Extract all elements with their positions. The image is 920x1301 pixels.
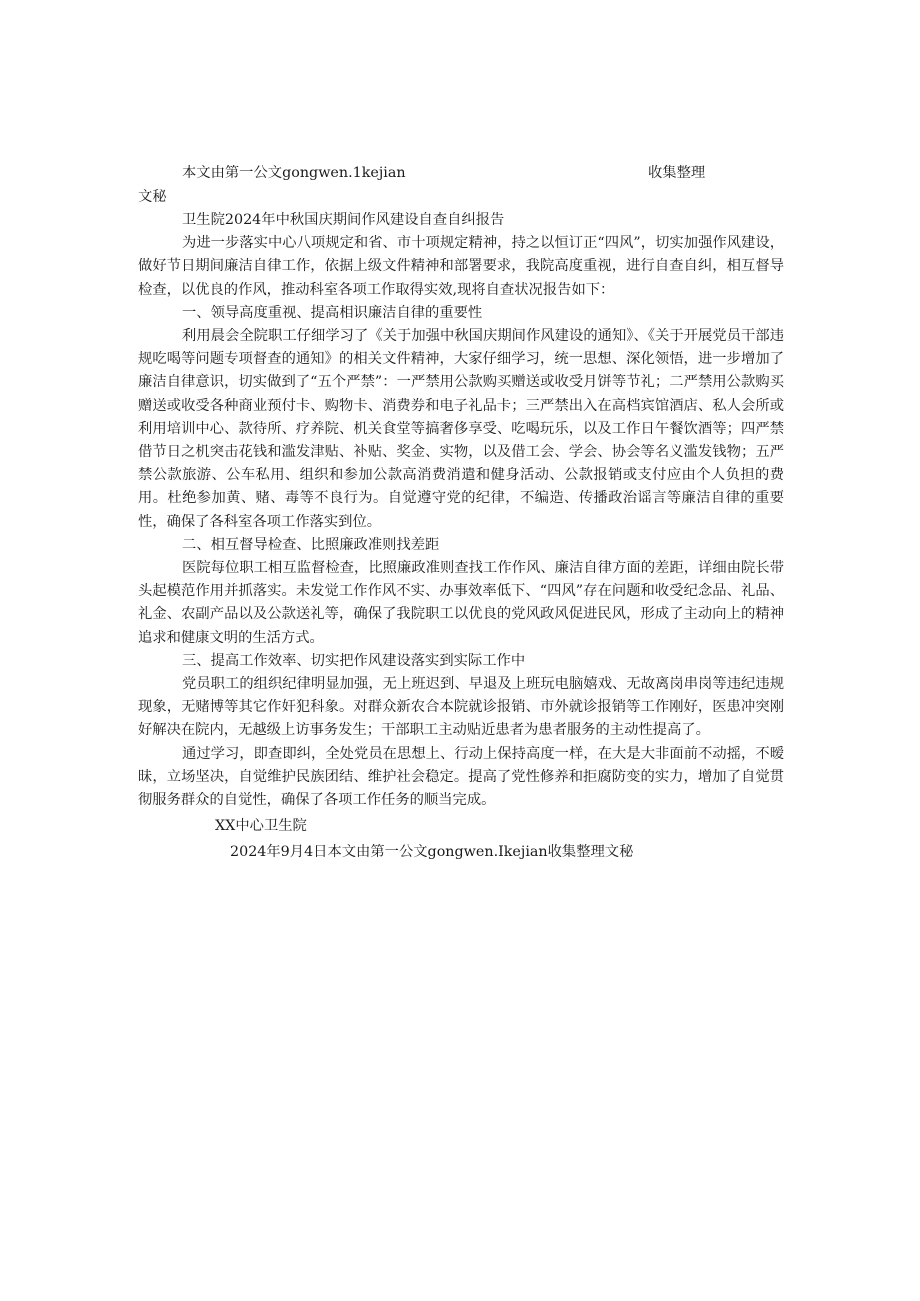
section-1-heading: 一、领导高度重视、提高相识廉洁自律的重要性 bbox=[182, 304, 483, 321]
source-note-right: 收集整理 bbox=[648, 165, 706, 181]
signature-date: 2024年9月4日本文由第一公文gongwen.Ikejian收集整理文秘 bbox=[230, 844, 634, 861]
source-note-wrap: 文秘 bbox=[138, 189, 167, 205]
signature-organization: XX中心卫生院 bbox=[215, 818, 307, 835]
section-3-heading: 三、提高工作效率、切实把作风建设落实到实际工作中 bbox=[182, 652, 526, 669]
source-note-left: 本文由第一公文gongwen.1kejian bbox=[182, 165, 406, 181]
document-title: 卫生院2024年中秋国庆期间作风建设自查自纠报告 bbox=[182, 212, 505, 228]
section-3-body: 党员职工的组织纪律明显加强，无上班迟到、早退及上班玩电脑嬉戏、无故离岗串岗等违纪违规现象，无赌博等其它作奸犯科象。对群众新农合本院就诊报销、市外就诊报销等工作刚好，医患冲突刚好解决在院内，无越级上访事务发生；干部职工主动贴近患者为患者服务的主动性提高了。 bbox=[138, 676, 784, 739]
document-body bbox=[138, 209, 784, 866]
section-2-body: 医院每位职工相互监督检查，比照廉政准则查找工作作风、廉洁自律方面的差距，详细由院长带头起模范作用并抓落实。未发觉工作作风不实、办事效率低下、“四风”存在问题和收受纪念品、礼品、礼金、农副产品以及公款送礼等，确保了我院职工以优良的党风政风促进民风，形成了主动向上的精神追求和健康文明的生活方式。 bbox=[138, 560, 784, 646]
intro-paragraph: 为进一步落实中心八项规定和省、市十项规定精神，持之以恒订正“四风”，切实加强作风建设，做好节日期间廉洁自律工作，依据上级文件精神和部署要求，我院高度重视，进行自查自纠，相互督导检查，以优良的作风，推动科室各项工作取得实效,现将自查状况报告如下： bbox=[138, 235, 784, 298]
section-1-body: 利用晨会全院职工仔细学习了《关于加强中秋国庆期间作风建设的通知》、《关于开展党员干部违规吃喝等问题专项督查的通知》的相关文件精神，大家仔细学习，统一思想、深化领悟，进一步增加了廉洁自律意识，切实做到了“五个严禁”：一严禁用公款购买赠送或收受月饼等节礼；二严禁用公款购买赠送或收受各种商业预付卡、购物卡、消费券和电子礼品卡；三严禁出入在高档宾馆酒店、私人会所或利用培训中心、款待所、疗养院、机关食堂等搞奢侈享受、吃喝玩乐，以及工作日午餐饮酒等；四严禁借节日之机突击花钱和滥发津贴、补贴、奖金、实物，以及借工会、学会、协会等名义滥发钱物；五严禁公款旅游、公车私用、组织和参加公款高消费消遣和健身活动、公款报销或支付应由个人负担的费用。杜绝参加黄、赌、毒等不良行为。自觉遵守党的纪律，不编造、传播政治谣言等廉洁自律的重要性，确保了各科室各项工作落实到位。 bbox=[138, 328, 784, 530]
section-2-heading: 二、相互督导检查、比照廉政准则找差距 bbox=[182, 536, 440, 553]
conclusion-paragraph: 通过学习，即查即纠，全处党员在思想上、行动上保持高度一样，在大是大非面前不动摇，不暧昧，立场坚决，自觉维护民族团结、维护社会稳定。提高了党性修养和拒腐防变的实力，增加了自觉贯彻服务群众的自觉性，确保了各项工作任务的顺当完成。 bbox=[138, 745, 784, 809]
